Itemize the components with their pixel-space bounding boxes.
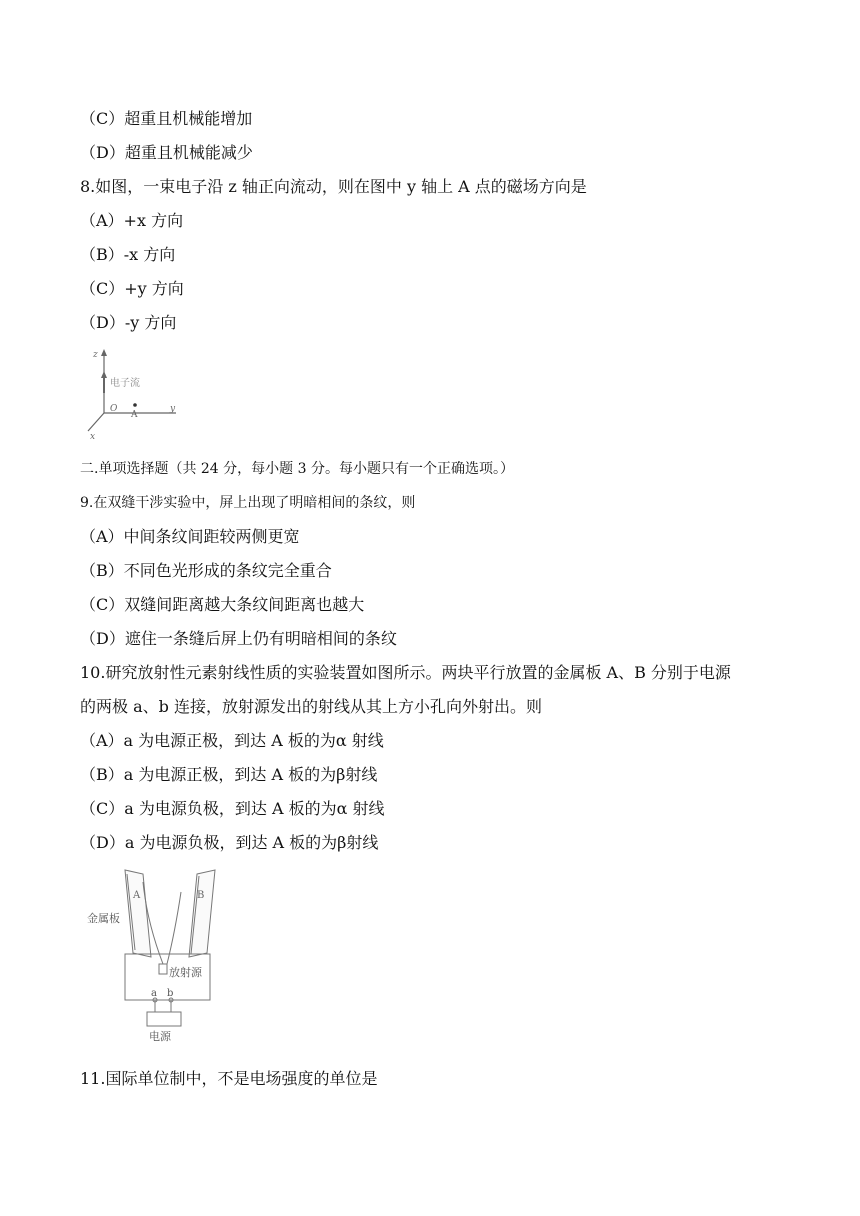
- question-9: 9.在双缝干涉实验中，屏上出现了明暗相间的条纹，则: [80, 495, 416, 511]
- q10-option-a: （A）a 为电源正极，到达 A 板的为α 射线: [80, 731, 384, 750]
- q8-option-a: （A）+x 方向: [80, 211, 184, 230]
- line-d-option: （D）超重且机械能减少: [80, 143, 253, 162]
- figure-8-axes: [80, 345, 190, 440]
- source-label: 放射源: [169, 966, 202, 979]
- question-8: 8.如图，一束电子沿 z 轴正向流动，则在图中 y 轴上 A 点的磁场方向是: [80, 177, 587, 196]
- line-c-option: （C）超重且机械能增加: [80, 109, 253, 128]
- q8-option-d: （D）-y 方向: [80, 313, 177, 332]
- q10-option-d: （D）a 为电源负极，到达 A 板的为β射线: [80, 833, 379, 852]
- terminal-a-label: a: [151, 988, 157, 999]
- section-2-heading: 二.单项选择题（共 24 分，每小题 3 分。每小题只有一个正确选项。）: [80, 461, 514, 477]
- y-axis-label: y: [170, 404, 176, 414]
- question-11: 11.国际单位制中，不是电场强度的单位是: [80, 1069, 378, 1088]
- question-10-line-2: 的两极 a、b 连接，放射源发出的射线从其上方小孔向外射出。则: [80, 697, 542, 716]
- q10-option-c: （C）a 为电源负极，到达 A 板的为α 射线: [80, 799, 385, 818]
- z-axis-label: z: [93, 350, 98, 360]
- q9-option-a: （A）中间条纹间距较两侧更宽: [80, 527, 300, 546]
- origin-label: O: [110, 404, 118, 414]
- terminal-b-label: b: [167, 988, 174, 999]
- plate-b-label: B: [197, 890, 205, 901]
- q8-option-b: （B）-x 方向: [80, 245, 176, 264]
- metal-plate-label: 金属板: [87, 912, 120, 925]
- plate-a-label: A: [133, 890, 141, 901]
- q9-option-c: （C）双缝间距离越大条纹间距离也越大: [80, 595, 365, 614]
- electron-stream-label: 电子流: [110, 378, 140, 389]
- q10-option-b: （B）a 为电源正极，到达 A 板的为β射线: [80, 765, 378, 784]
- q9-option-d: （D）遮住一条缝后屏上仍有明暗相间的条纹: [80, 629, 397, 648]
- x-axis-label: x: [90, 432, 96, 440]
- power-label: 电源: [149, 1030, 171, 1043]
- point-a-label: A: [131, 410, 138, 420]
- q9-option-b: （B）不同色光形成的条纹完全重合: [80, 561, 332, 580]
- question-10-line-1: 10.研究放射性元素射线性质的实验装置如图所示。两块平行放置的金属板 A、B 分别于电源: [80, 663, 731, 682]
- q8-option-c: （C）+y 方向: [80, 279, 184, 298]
- figure-10-apparatus: [85, 862, 225, 1047]
